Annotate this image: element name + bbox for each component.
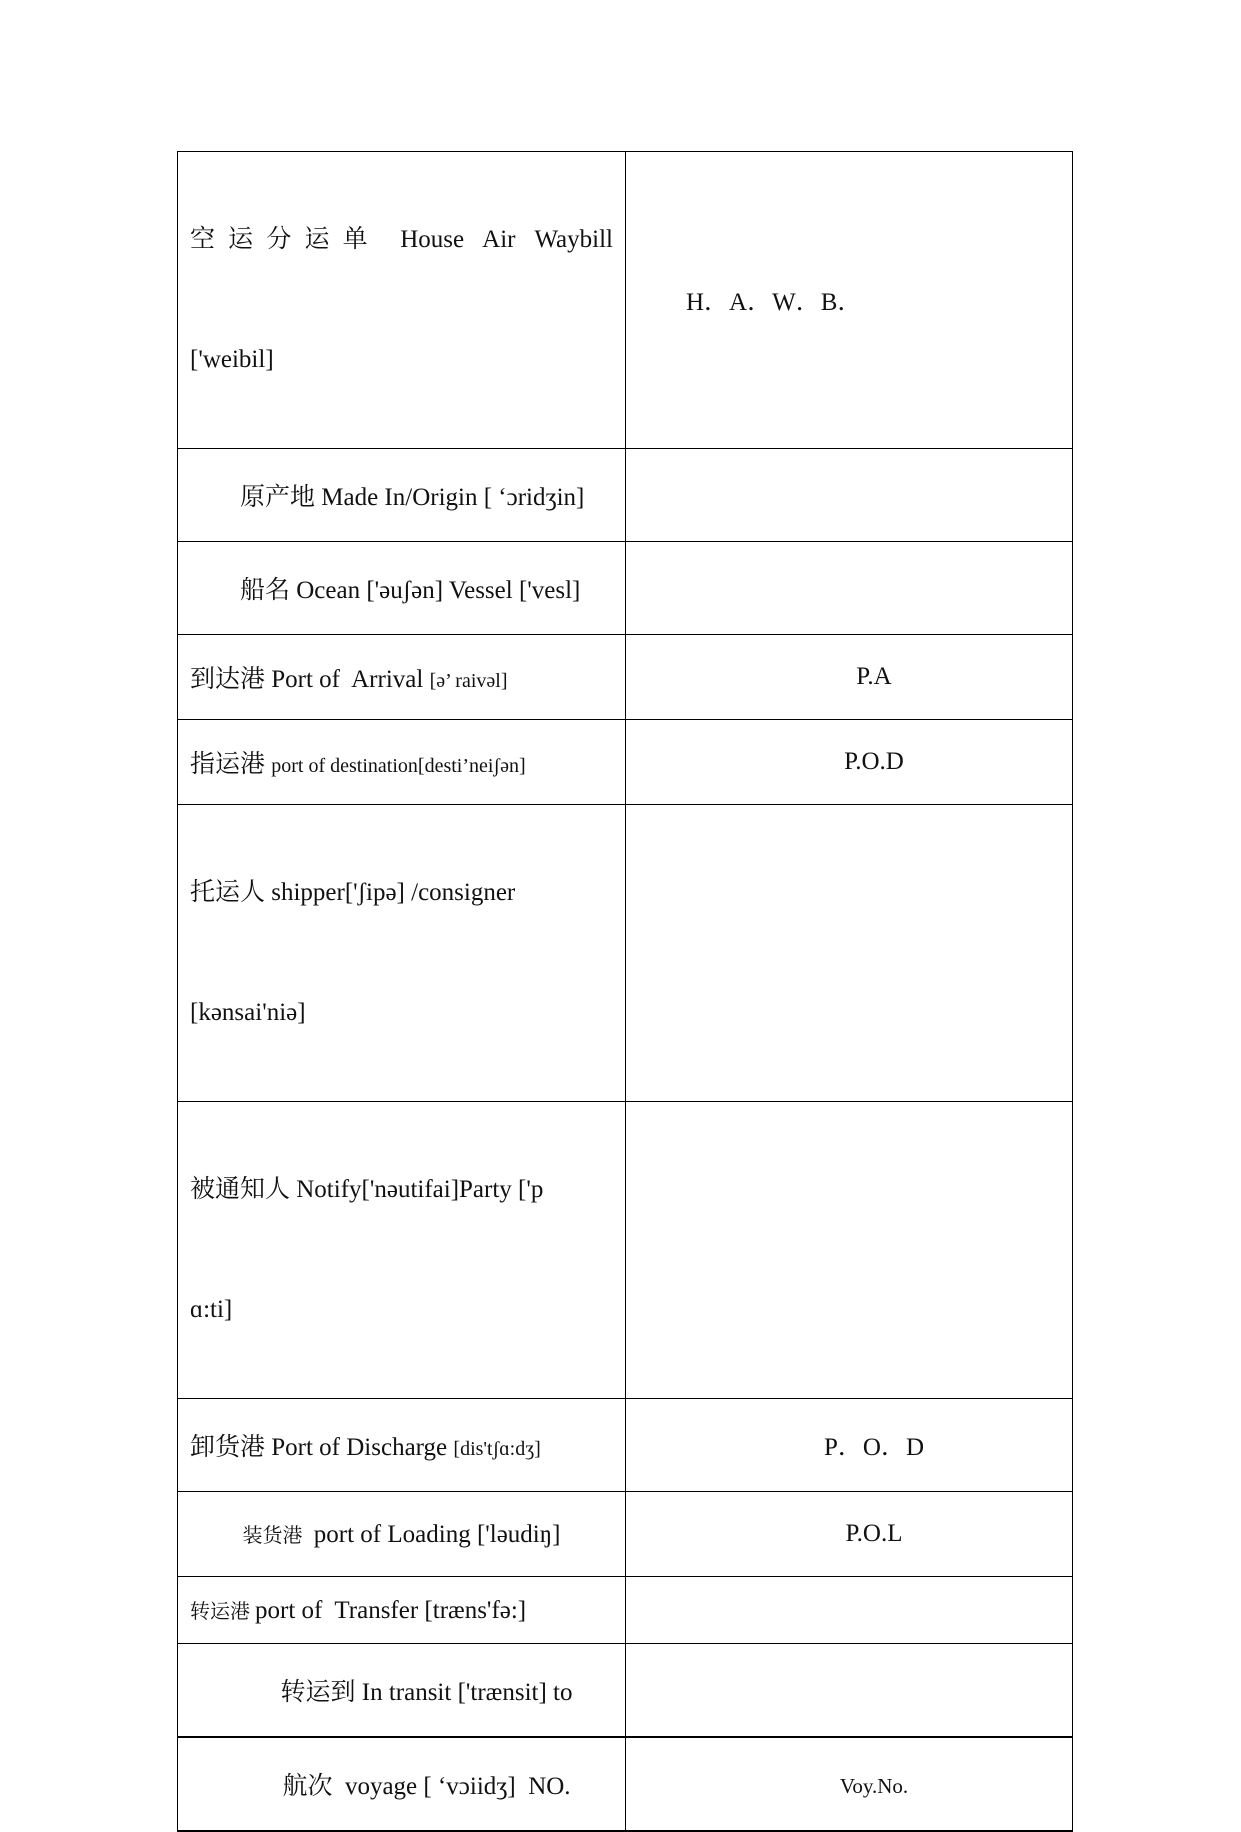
term-text: 指运港 [190,751,272,778]
abbreviation-cell [626,720,1073,805]
table-row [178,152,1073,449]
abbreviation: P．O．D [823,1434,924,1461]
term-cell [178,1102,626,1399]
term-line: [kənsai'niə] [190,999,306,1026]
term-line: ['weibil] [190,346,274,373]
term-text: port of Transfer [træns'fə:] [255,1597,527,1624]
shipping-terms-table [177,151,1073,1832]
abbreviation: H．A．W．B． [686,289,863,316]
table-row [178,542,1073,635]
abbreviation-cell [626,1577,1073,1644]
term-text: 卸货港 Port of Discharge [190,1434,454,1461]
term-cell [178,1644,626,1738]
term-cell [178,1399,626,1492]
term-text: 原产地 Made In/Origin [ ‘ɔridʒin] [240,484,585,511]
abbreviation-cell [626,1399,1073,1492]
term-text: 到达港 Port of Arrival [190,666,430,693]
phonetic-text: [dis'tʃɑ:dʒ] [453,1438,541,1460]
abbreviation-cell [626,1737,1073,1831]
table-row [178,635,1073,720]
chinese-term-text: 装货港 [242,1525,308,1547]
table-row [178,805,1073,1102]
term-cell [178,152,626,449]
term-cell [178,635,626,720]
abbreviation-cell [626,1644,1073,1738]
table-row [178,1399,1073,1492]
term-cell [178,720,626,805]
term-cell [178,542,626,635]
abbreviation-cell [626,805,1073,1102]
term-text: 转运到 In transit ['trænsit] to [280,1679,573,1706]
abbreviation-cell [626,152,1073,449]
table-row [178,1644,1073,1738]
abbreviation-cell [626,542,1073,635]
term-line: 被通知人 Notify['nəutifai]Party ['p [190,1176,544,1203]
term-cell [178,805,626,1102]
abbreviation-cell [626,449,1073,542]
term-line: 托运人 shipper['ʃipə] /consigner [190,879,516,906]
term-text: port of Loading ['ləudiŋ] [307,1521,561,1548]
table-row [178,1577,1073,1644]
table-row [178,1102,1073,1399]
term-cell [178,1737,626,1831]
term-line: 空运分运单 House Air Waybill [190,226,613,253]
term-line: ɑ:ti] [190,1296,233,1323]
term-cell [178,1577,626,1644]
abbreviation: P.A [856,663,892,690]
table-row [178,720,1073,805]
phonetic-text: port of destination[desti’neiʃən] [271,755,526,777]
abbreviation-cell [626,635,1073,720]
term-cell [178,449,626,542]
abbreviation-cell [626,1102,1073,1399]
abbreviation: Voy.No. [839,1774,909,1798]
abbreviation: P.O.L [845,1520,903,1547]
table-row [178,1737,1073,1831]
phonetic-text: [ə’ raivəl] [429,670,508,692]
term-text: 航次 voyage [ ‘vɔiidʒ] NO. [282,1773,571,1800]
abbreviation: P.O.D [844,748,904,775]
abbreviation-cell [626,1492,1073,1577]
term-cell [178,1492,626,1577]
table-row [178,449,1073,542]
chinese-term-text: 转运港 [190,1601,255,1623]
table-row [178,1492,1073,1577]
term-text: 船名 Ocean ['əuʃən] Vessel ['vesl] [240,577,581,604]
